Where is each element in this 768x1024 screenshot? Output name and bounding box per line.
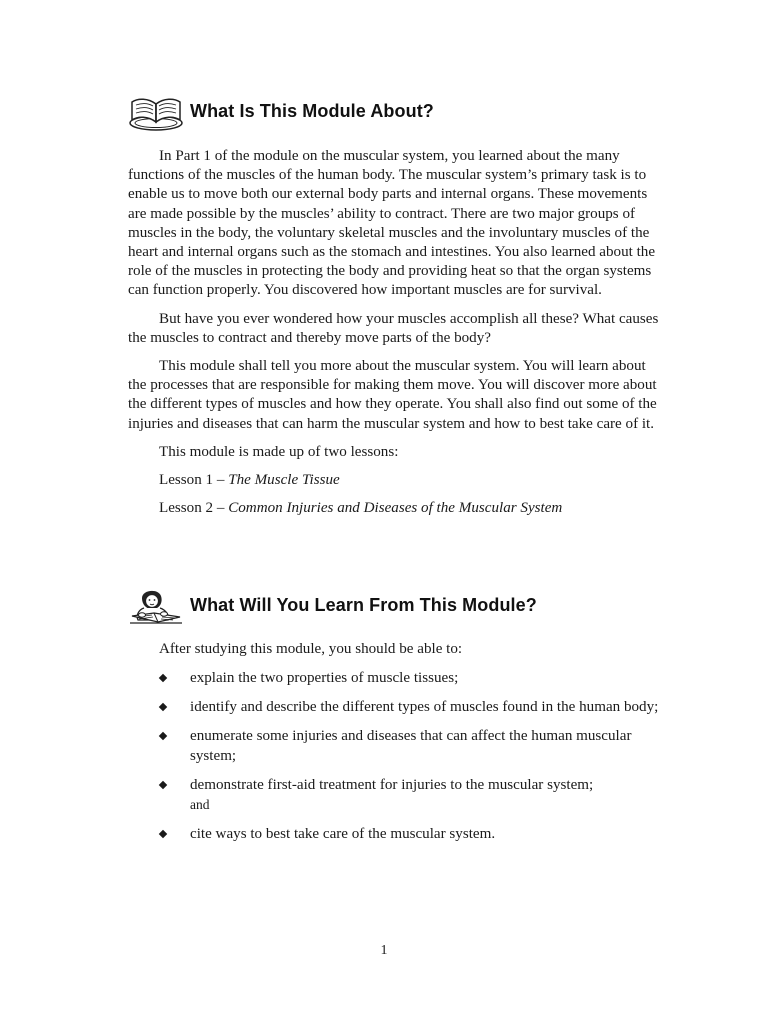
section-body-about [128, 147, 660, 518]
objective-text: enumerate some injuries and diseases that can affect the human muscular system; [190, 728, 632, 764]
bullet-diamond-icon [159, 674, 167, 682]
section-body-learn [128, 640, 660, 659]
page-number: 1 [380, 943, 388, 958]
objective-item [128, 669, 664, 688]
open-book-icon [128, 92, 184, 132]
lesson-1-title: The Muscle Tissue [228, 472, 340, 489]
lesson-2 [128, 499, 660, 518]
section-header-learn [128, 586, 688, 626]
objective-text: demonstrate first-aid treatment for injuries to the muscular system; [190, 776, 594, 793]
section-header-about [128, 92, 688, 132]
objective-text: explain the two properties of muscle tissues; [190, 670, 459, 686]
module-overview-paragraph: This module shall tell you more about the muscular system. You will learn about the processes that are responsible for making them move. You will discover more about the different types of muscles and how they operate. You shall also find out some of the injuries and diseases that can harm the muscular system and how to best take care of it. [128, 358, 657, 432]
lesson-2-title: Common Injuries and Diseases of the Muscular System [228, 500, 563, 517]
bullet-diamond-icon [159, 781, 167, 789]
objective-item [128, 776, 664, 815]
lesson-1 [128, 471, 660, 490]
bullet-diamond-icon [159, 830, 167, 838]
lesson-1-prefix: Lesson 1 – [159, 472, 229, 489]
student-reading-icon [128, 586, 184, 626]
objective-item [128, 698, 664, 717]
objective-item [128, 727, 664, 765]
objective-text: identify and describe the different types of muscles found in the human body; [190, 699, 659, 716]
lessons-intro: This module is made up of two lessons: [159, 443, 399, 460]
objectives-list [128, 669, 664, 844]
intro-paragraph: In Part 1 of the module on the muscular system, you learned about the many functions of the muscles of the human body. The muscular system’s primary task is to enable us to move both our external body parts and internal organs. These movements are made possible by the muscles’ ability to contract. There are two major groups of muscles in the body, the voluntary skeletal muscles and the involuntary muscles of the heart and internal organs such as the stomach and intestines. You also learned about the role of the muscles in protecting the body and providing heat so that the organ systems can function properly. You discovered how important muscles are for survival. [128, 148, 656, 299]
question-paragraph: But have you ever wondered how your muscles accomplish all these? What causes the muscles to contract and thereby move parts of the body? [128, 310, 659, 346]
bullet-diamond-icon [159, 703, 167, 711]
objective-conjunction: and [190, 797, 210, 813]
objectives-intro: After studying this module, you should be able to: [159, 641, 463, 657]
bullet-diamond-icon [159, 732, 167, 740]
lesson-2-prefix: Lesson 2 – [159, 500, 229, 517]
section-title-learn: What Will You Learn From This Module? [190, 595, 537, 615]
objective-item [128, 825, 664, 844]
objective-text: cite ways to best take care of the muscular system. [190, 826, 496, 843]
section-title-about: What Is This Module About? [190, 101, 434, 121]
